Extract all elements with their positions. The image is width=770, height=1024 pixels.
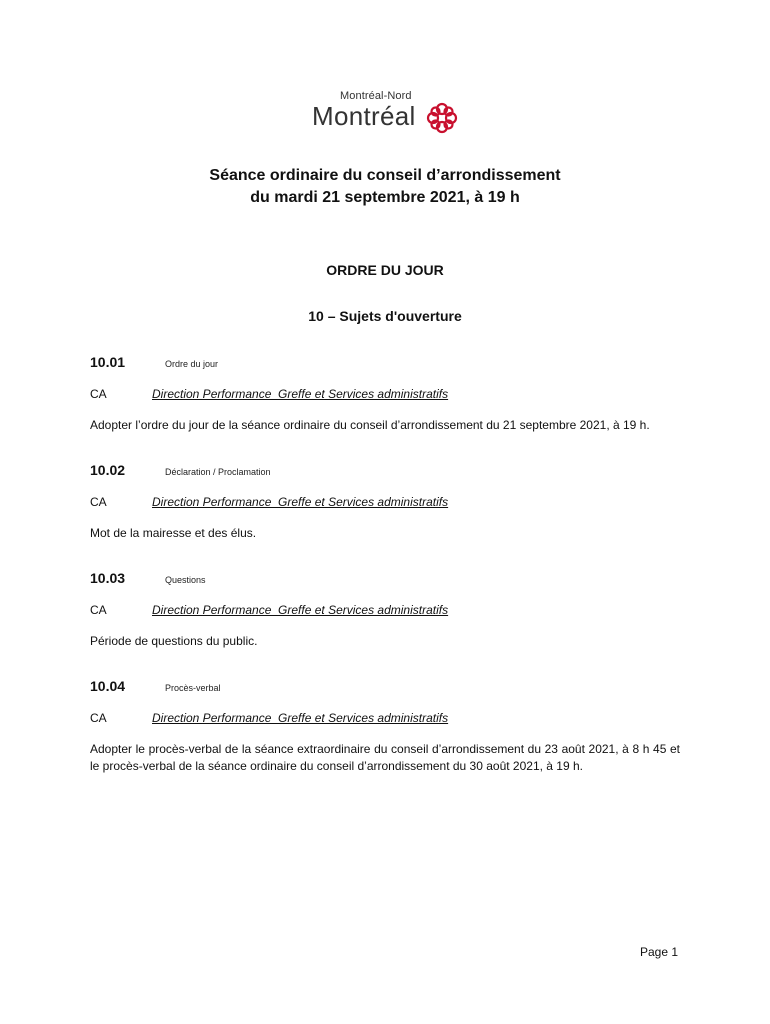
item-direction: Direction Performance_Greffe et Services administratifs [152,603,449,617]
item-description: Mot de la mairesse et des élus. [90,526,257,540]
item-direction: Direction Performance_Greffe et Services administratifs [152,387,449,401]
item-label: Déclaration / Proclamation [165,467,271,477]
item-number: 10.04 [90,678,126,694]
document-title-line2: du mardi 21 septembre 2021, à 19 h [250,189,520,206]
document-title-line1: Séance ordinaire du conseil d’arrondissement [209,167,561,184]
section-heading: 10 – Sujets d'ouverture [308,308,462,324]
item-ca: CA [90,711,107,725]
agenda-heading: ORDRE DU JOUR [326,262,444,278]
item-number: 10.02 [90,462,126,478]
item-direction: Direction Performance_Greffe et Services administratifs [152,711,449,725]
item-direction: Direction Performance_Greffe et Services administratifs [152,495,449,509]
page-number: Page 1 [640,945,679,959]
item-ca: CA [90,387,107,401]
logo-name: Montréal [312,101,416,131]
montreal-logo [312,90,460,138]
item-label: Questions [165,575,206,585]
item-description: Période de questions du public. [90,634,258,648]
item-label: Ordre du jour [165,359,219,369]
item-description: Adopter l’ordre du jour de la séance ordinaire du conseil d’arrondissement du 21 septembre 2021, à 19 h. [90,418,650,432]
item-number: 10.03 [90,570,126,586]
item-ca: CA [90,495,107,509]
item-ca: CA [90,603,107,617]
item-number: 10.01 [90,354,126,370]
item-label: Procès-verbal [165,683,221,693]
rosette-icon [426,102,458,134]
item-description: Adopter le procès-verbal de la séance extraordinaire du conseil d’arrondissement du 23 août 2021, à 8 h 45 et le procès-verbal de la séance ordinaire du conseil d’arrondissement du 30 août 2021, à 19 h. [90,742,680,773]
logo-subtitle: Montréal-Nord [340,90,412,102]
